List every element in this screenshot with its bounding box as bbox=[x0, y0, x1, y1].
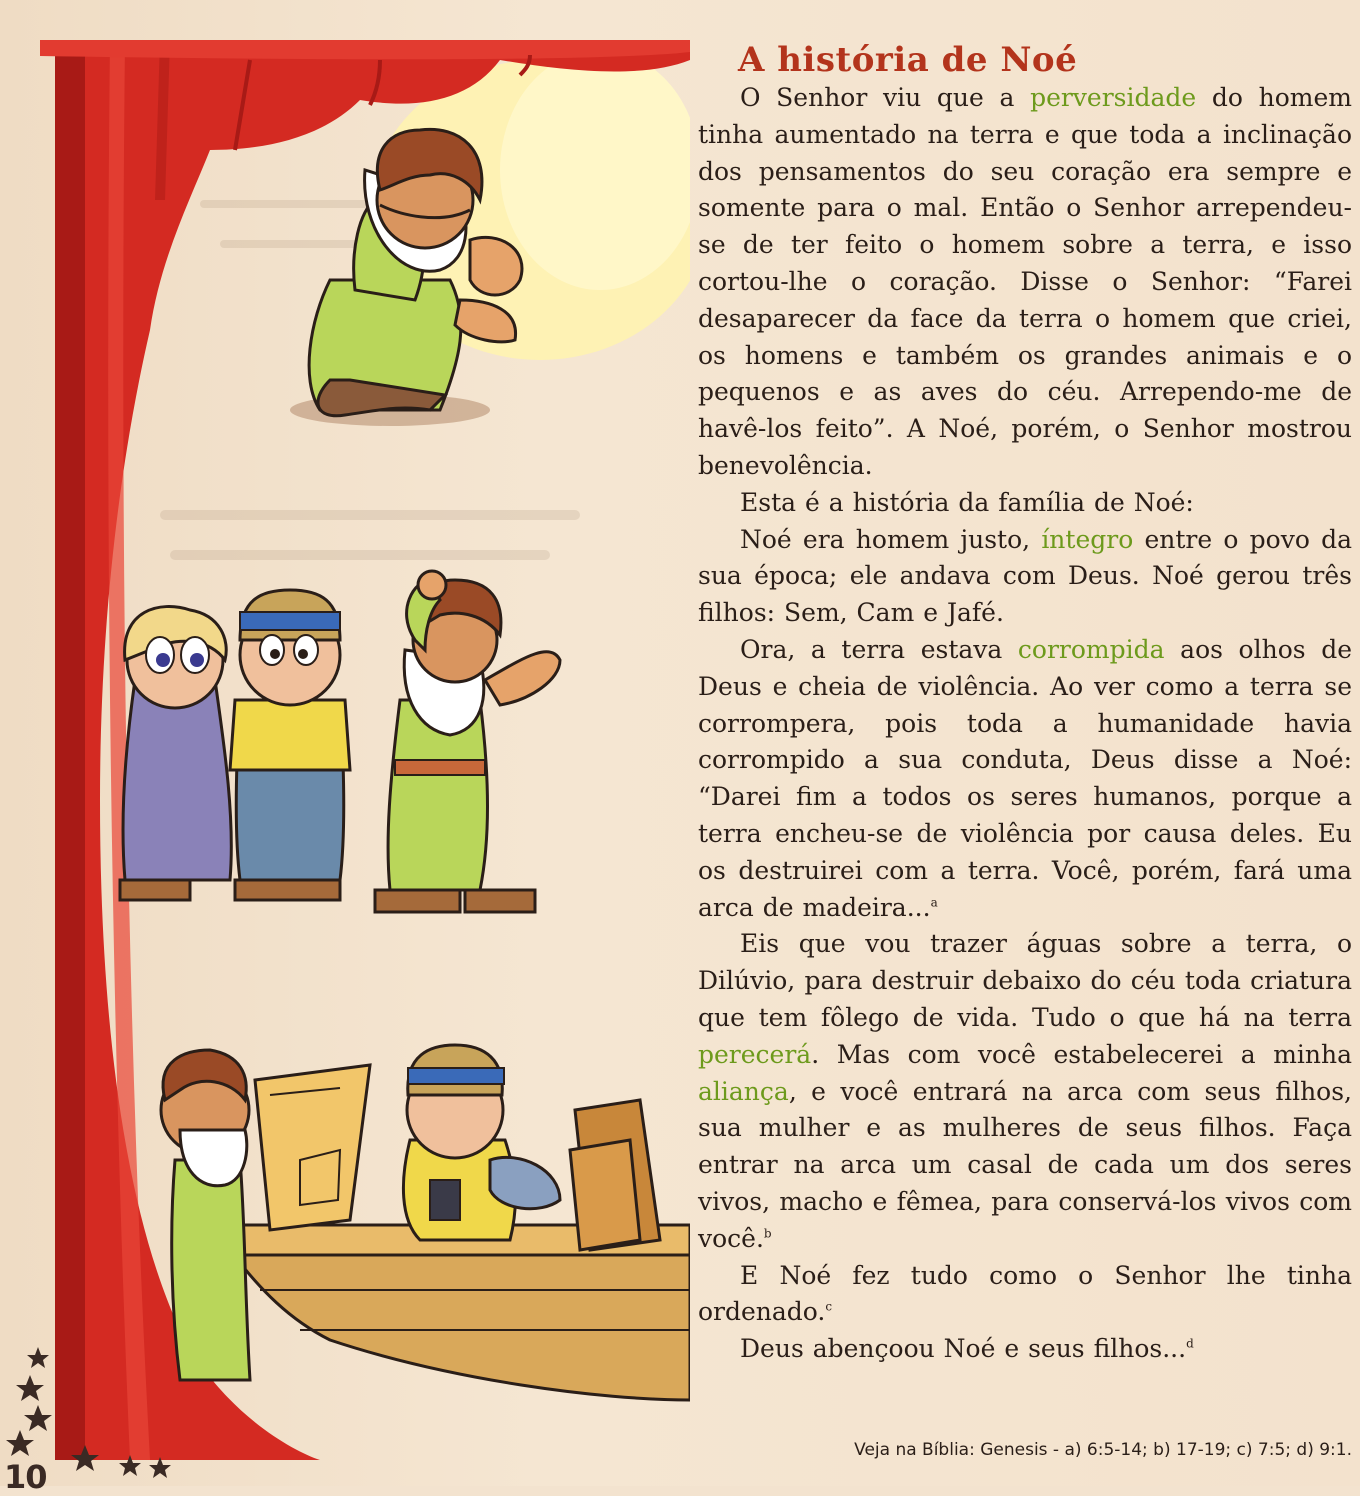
p6-text: E Noé fez tudo como o Senhor lhe tinha ordenado. bbox=[698, 1260, 1352, 1327]
p4-text-b: aos olhos de Deus e cheia de violência. Ao ver como a terra se corrompera, pois toda a humanidade havia corrompido a sua conduta, Deus disse a Noé: “Darei fim a todos os seres humanos, porque a terra encheu-se de violência por causa deles. Eu os destruirei com a terra. Você, porém, fará uma arca de madeira... bbox=[698, 634, 1353, 922]
p7-text: Deus abençoou Noé e seus filhos... bbox=[740, 1334, 1187, 1364]
glossary-word-alianca: aliança bbox=[698, 1076, 789, 1106]
footnote-marker-c: c bbox=[825, 1299, 833, 1314]
paragraph-3 bbox=[698, 522, 1352, 632]
p1-text-a: O Senhor viu que a bbox=[740, 83, 1031, 112]
glossary-word-corrompida: corrompida bbox=[1017, 634, 1165, 664]
paragraph-6 bbox=[698, 1258, 1352, 1332]
p1-text-b: do homem tinha aumentado na terra e que toda a inclinação dos pensamentos do seu coração era sempre e somente para o mal. Então o Senhor arrependeu-se de ter feito o homem sobre a terra, e isso cortou-lhe o coração. Disse o Senhor: “Farei desaparecer da face da terra o homem que criei, os homens e também os grandes animais e o pequenos e as aves do céu. Arrependo-me de havê-los feito”. A Noé, porém, o Senhor mostrou benevolência. bbox=[698, 83, 1352, 480]
paragraph-7 bbox=[698, 1331, 1352, 1368]
paragraph-5 bbox=[698, 926, 1352, 1257]
story-title: A história de Noé bbox=[738, 40, 1078, 80]
paragraph-1 bbox=[698, 80, 1352, 485]
paragraph-4 bbox=[698, 632, 1352, 926]
scene-noah-family bbox=[120, 571, 560, 912]
paragraph-2 bbox=[698, 485, 1352, 522]
p5-text-b: . Mas com você estabelecerei a minha bbox=[811, 1039, 1352, 1069]
p5-text-c: , e você entrará na arca com seus filhos, sua mulher e as mulheres de seus filhos. Faça entrar na arca um casal de cada um dos seres vivos, macho e fêmea, para conservá-los vivos com você. bbox=[698, 1076, 1352, 1253]
footnote-marker-b: b bbox=[763, 1226, 772, 1241]
footnote-marker-a: a bbox=[930, 895, 938, 910]
p5-text-a: Eis que vou trazer águas sobre a terra, o Dilúvio, para destruir debaixo do céu toda criatura que tem fôlego de vida. Tudo o que há na terra bbox=[698, 929, 1352, 1032]
story-column bbox=[698, 40, 1352, 1368]
scene-building-ark bbox=[161, 1045, 690, 1400]
bible-reference: Veja na Bíblia: Genesis - a) 6:5-14; b) 17-19; c) 7:5; d) 9:1. bbox=[854, 1440, 1352, 1460]
p4-text-a: Ora, a terra estava bbox=[740, 634, 1018, 664]
p3-text-b: entre o povo da sua época; ele andava com Deus. Noé gerou três filhos: Sem, Cam e Jafé. bbox=[698, 524, 1352, 628]
p2-text: Esta é a história da família de Noé: bbox=[740, 487, 1194, 517]
footnote-marker-d: d bbox=[1186, 1336, 1194, 1351]
page-number: 10 bbox=[4, 1458, 47, 1496]
glossary-word-perecera: perecerá bbox=[698, 1039, 812, 1069]
p3-text-a: Noé era homem justo, bbox=[740, 524, 1042, 554]
glossary-word-integro: íntegro bbox=[1041, 524, 1134, 554]
glossary-word-perversidade: perversidade bbox=[1030, 83, 1197, 112]
